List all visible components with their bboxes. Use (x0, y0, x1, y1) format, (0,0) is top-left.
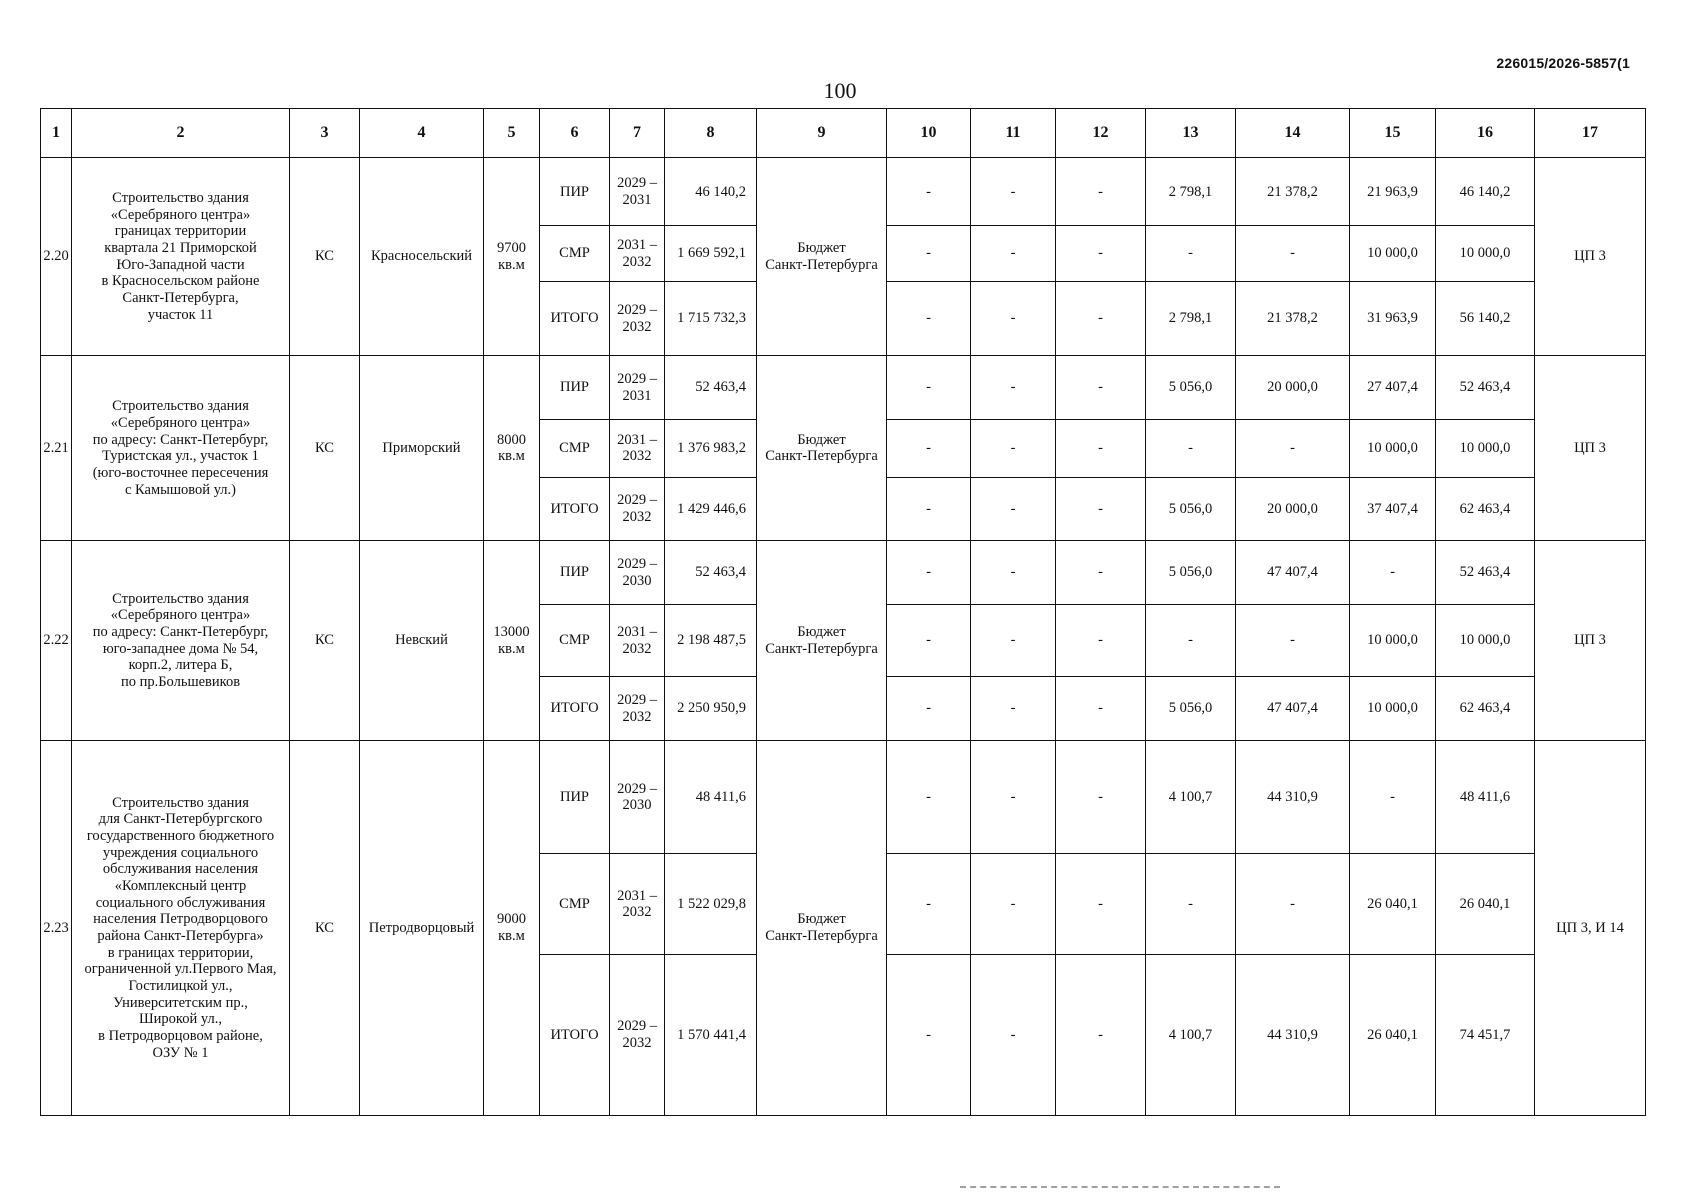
value-c15: 37 407,4 (1350, 477, 1436, 541)
years-range (610, 677, 665, 741)
value-c14: 47 407,4 (1236, 541, 1350, 605)
value-c15: 26 040,1 (1350, 854, 1436, 955)
years-range (610, 419, 665, 477)
column-header-4: 4 (360, 109, 484, 158)
value-c15: - (1350, 541, 1436, 605)
table-row (41, 356, 1646, 420)
column-header-10: 10 (887, 109, 971, 158)
text-line: района Санкт-Петербурга» (97, 928, 264, 945)
column-header-11: 11 (971, 109, 1056, 158)
text-line: 2032 (622, 640, 652, 657)
program-code: ЦП 3 (1535, 158, 1646, 356)
value-c11: - (971, 281, 1056, 355)
text-line: Юго-Западной части (116, 256, 245, 273)
value-c12: - (1056, 854, 1146, 955)
total-cost: 2 198 487,5 (665, 605, 757, 677)
value-c15: 10 000,0 (1350, 419, 1436, 477)
column-header-12: 12 (1056, 109, 1146, 158)
text-line: 2029 – (617, 780, 657, 797)
value-c13: 5 056,0 (1146, 677, 1236, 741)
years-range (610, 226, 665, 282)
table-row (41, 541, 1646, 605)
value-c10: - (887, 281, 971, 355)
value-c15: 10 000,0 (1350, 226, 1436, 282)
column-header-8: 8 (665, 109, 757, 158)
value-c11: - (971, 677, 1056, 741)
text-line: 9700 (497, 240, 526, 257)
value-c16: 52 463,4 (1436, 356, 1535, 420)
value-c15: 27 407,4 (1350, 356, 1436, 420)
item-number: 2.23 (41, 741, 72, 1116)
text-line: 2029 – (617, 492, 657, 509)
item-number: 2.20 (41, 158, 72, 356)
text-line: Санкт-Петербурга (765, 640, 878, 657)
value-c10: - (887, 741, 971, 854)
text-line: «Серебряного центра» (110, 414, 251, 431)
work-type: СМР (540, 419, 610, 477)
value-c13: 5 056,0 (1146, 477, 1236, 541)
column-header-3: 3 (290, 109, 360, 158)
value-c11: - (971, 356, 1056, 420)
text-line: населения Петродворцового (93, 911, 268, 928)
text-line: 9000 (497, 911, 526, 928)
value-c16: 52 463,4 (1436, 541, 1535, 605)
table-row (41, 158, 1646, 226)
text-line: 2029 – (617, 301, 657, 318)
value-c14: - (1236, 605, 1350, 677)
value-c16: 62 463,4 (1436, 477, 1535, 541)
column-header-5: 5 (484, 109, 540, 158)
value-c13: - (1146, 854, 1236, 955)
value-c13: - (1146, 419, 1236, 477)
text-line: ОЗУ № 1 (152, 1044, 209, 1061)
value-c12: - (1056, 741, 1146, 854)
column-header-9: 9 (757, 109, 887, 158)
text-line: участок 11 (147, 306, 214, 323)
text-line: Строительство здания (112, 398, 249, 415)
value-c14: 20 000,0 (1236, 477, 1350, 541)
work-type: ИТОГО (540, 281, 610, 355)
total-cost: 1 522 029,8 (665, 854, 757, 955)
value-c10: - (887, 419, 971, 477)
district-name: Приморский (360, 356, 484, 541)
text-line: Бюджет (797, 240, 846, 257)
value-c12: - (1056, 477, 1146, 541)
text-line: по адресу: Санкт-Петербург, (92, 624, 269, 641)
value-c16: 62 463,4 (1436, 677, 1535, 741)
program-code: ЦП 3, И 14 (1535, 741, 1646, 1116)
total-cost: 52 463,4 (665, 356, 757, 420)
value-c15: - (1350, 741, 1436, 854)
text-line: корп.2, литера Б, (128, 657, 233, 674)
work-type: СМР (540, 854, 610, 955)
text-line: 2029 – (617, 175, 657, 192)
text-line: 2032 (622, 253, 652, 270)
value-c14: 44 310,9 (1236, 955, 1350, 1116)
total-cost: 52 463,4 (665, 541, 757, 605)
text-line: Бюджет (797, 911, 846, 928)
value-c14: - (1236, 226, 1350, 282)
years-range (610, 158, 665, 226)
value-c16: 10 000,0 (1436, 605, 1535, 677)
column-header-2: 2 (72, 109, 290, 158)
work-type: СМР (540, 605, 610, 677)
text-line: 2029 – (617, 370, 657, 387)
text-line: 2030 (622, 572, 652, 589)
column-header-6: 6 (540, 109, 610, 158)
value-c14: 21 378,2 (1236, 158, 1350, 226)
value-c15: 21 963,9 (1350, 158, 1436, 226)
value-c11: - (971, 605, 1056, 677)
total-cost: 1 715 732,3 (665, 281, 757, 355)
value-c12: - (1056, 419, 1146, 477)
value-c10: - (887, 226, 971, 282)
area-value (484, 541, 540, 741)
text-line: 2031 – (617, 887, 657, 904)
program-code: ЦП 3 (1535, 541, 1646, 741)
text-line: Гостилицкой ул., (128, 978, 233, 995)
value-c14: 47 407,4 (1236, 677, 1350, 741)
text-line: 2031 – (617, 237, 657, 253)
object-description (72, 158, 290, 356)
text-line: Санкт-Петербурга (765, 256, 878, 273)
text-line: по пр.Большевиков (120, 674, 241, 691)
text-line: юго-западнее дома № 54, (102, 640, 259, 657)
text-line: 2029 – (617, 1018, 657, 1035)
value-c15: 10 000,0 (1350, 605, 1436, 677)
text-line: 2032 (622, 904, 652, 921)
object-description (72, 541, 290, 741)
text-line: 2032 (622, 508, 652, 525)
text-line: с Камышовой ул.) (125, 481, 236, 498)
value-c11: - (971, 226, 1056, 282)
value-c10: - (887, 541, 971, 605)
text-line: обслуживания населения (102, 861, 259, 878)
text-line: кв.м (498, 928, 525, 945)
text-line: 2030 (622, 797, 652, 814)
value-c13: - (1146, 605, 1236, 677)
value-c10: - (887, 955, 971, 1116)
work-type: ПИР (540, 158, 610, 226)
text-line: «Серебряного центра» (110, 206, 251, 223)
value-c10: - (887, 677, 971, 741)
years-range (610, 281, 665, 355)
total-cost: 46 140,2 (665, 158, 757, 226)
column-header-1: 1 (41, 109, 72, 158)
value-c13: 4 100,7 (1146, 955, 1236, 1116)
value-c16: 26 040,1 (1436, 854, 1535, 955)
total-cost: 1 570 441,4 (665, 955, 757, 1116)
years-range (610, 854, 665, 955)
total-cost: 1 376 983,2 (665, 419, 757, 477)
column-header-16: 16 (1436, 109, 1535, 158)
category-code: КС (290, 541, 360, 741)
text-line: учреждения социального (102, 844, 259, 861)
value-c16: 48 411,6 (1436, 741, 1535, 854)
value-c12: - (1056, 677, 1146, 741)
value-c10: - (887, 158, 971, 226)
value-c12: - (1056, 541, 1146, 605)
total-cost: 2 250 950,9 (665, 677, 757, 741)
value-c16: 10 000,0 (1436, 419, 1535, 477)
text-line: 2032 (622, 318, 652, 335)
text-line: 8000 (497, 431, 526, 448)
work-type: ПИР (540, 741, 610, 854)
years-range (610, 356, 665, 420)
text-line: (юго-восточнее пересечения (92, 464, 269, 481)
column-header-13: 13 (1146, 109, 1236, 158)
value-c11: - (971, 541, 1056, 605)
text-line: Университетским пр., (113, 994, 248, 1011)
text-line: границах территории (114, 223, 247, 240)
value-c12: - (1056, 955, 1146, 1116)
years-range (610, 605, 665, 677)
text-line: ограниченной ул.Первого Мая, (84, 961, 277, 978)
value-c12: - (1056, 281, 1146, 355)
value-c11: - (971, 741, 1056, 854)
value-c11: - (971, 854, 1056, 955)
item-number: 2.21 (41, 356, 72, 541)
value-c14: - (1236, 419, 1350, 477)
text-line: квартала 21 Приморской (104, 240, 257, 257)
program-code: ЦП 3 (1535, 356, 1646, 541)
text-line: Санкт-Петербурга, (122, 290, 239, 307)
total-cost: 1 429 446,6 (665, 477, 757, 541)
text-line: кв.м (498, 640, 525, 657)
work-type: ПИР (540, 541, 610, 605)
value-c13: 5 056,0 (1146, 541, 1236, 605)
funding-source (757, 741, 887, 1116)
text-line: Санкт-Петербурга (765, 448, 878, 465)
value-c14: 44 310,9 (1236, 741, 1350, 854)
work-type: ИТОГО (540, 477, 610, 541)
total-cost: 1 669 592,1 (665, 226, 757, 282)
work-type: ИТОГО (540, 955, 610, 1116)
value-c11: - (971, 419, 1056, 477)
value-c11: - (971, 477, 1056, 541)
value-c16: 74 451,7 (1436, 955, 1535, 1116)
text-line: «Серебряного центра» (110, 607, 251, 624)
value-c10: - (887, 854, 971, 955)
funding-source (757, 356, 887, 541)
column-header-17: 17 (1535, 109, 1646, 158)
object-description (72, 356, 290, 541)
text-line: в Петродворцовом районе, (98, 1028, 263, 1045)
text-line: 2029 – (617, 556, 657, 573)
text-line: кв.м (498, 256, 525, 273)
value-c16: 46 140,2 (1436, 158, 1535, 226)
text-line: Бюджет (797, 431, 846, 448)
text-line: по адресу: Санкт-Петербург, (92, 431, 269, 448)
text-line: Туристская ул., участок 1 (102, 448, 259, 465)
value-c11: - (971, 158, 1056, 226)
district-name: Красносельский (360, 158, 484, 356)
value-c13: 5 056,0 (1146, 356, 1236, 420)
area-value (484, 741, 540, 1116)
value-c10: - (887, 356, 971, 420)
text-line: 2032 (622, 448, 652, 465)
text-line: социального обслуживания (95, 894, 266, 911)
text-line: для Санкт-Петербургского (98, 811, 263, 828)
header-row (41, 109, 1646, 158)
district-name: Невский (360, 541, 484, 741)
table-row (41, 741, 1646, 854)
text-line: 2032 (622, 1035, 652, 1052)
text-line: 2032 (622, 708, 652, 725)
value-c12: - (1056, 605, 1146, 677)
work-type: СМР (540, 226, 610, 282)
value-c12: - (1056, 356, 1146, 420)
text-line: «Комплексный центр (114, 878, 247, 895)
value-c13: 2 798,1 (1146, 158, 1236, 226)
value-c16: 10 000,0 (1436, 226, 1535, 282)
value-c13: 2 798,1 (1146, 281, 1236, 355)
text-line: 2031 (622, 191, 652, 208)
category-code: КС (290, 741, 360, 1116)
text-line: Строительство здания (112, 794, 249, 811)
area-value (484, 356, 540, 541)
years-range (610, 955, 665, 1116)
document-number: 226015/2026-5857(1 (1496, 55, 1630, 71)
object-description (72, 741, 290, 1116)
years-range (610, 477, 665, 541)
district-name: Петродворцовый (360, 741, 484, 1116)
text-line: государственного бюджетного (86, 828, 275, 845)
value-c13: 4 100,7 (1146, 741, 1236, 854)
years-range (610, 541, 665, 605)
total-cost: 48 411,6 (665, 741, 757, 854)
text-line: в границах территории, (107, 944, 254, 961)
value-c12: - (1056, 158, 1146, 226)
value-c14: - (1236, 854, 1350, 955)
category-code: КС (290, 158, 360, 356)
text-line: Санкт-Петербурга (765, 928, 878, 945)
work-type: ПИР (540, 356, 610, 420)
value-c15: 26 040,1 (1350, 955, 1436, 1116)
value-c10: - (887, 605, 971, 677)
value-c14: 20 000,0 (1236, 356, 1350, 420)
column-header-15: 15 (1350, 109, 1436, 158)
text-line: Строительство здания (112, 590, 249, 607)
funding-source (757, 158, 887, 356)
text-line: кв.м (498, 448, 525, 465)
page-number: 100 (823, 78, 857, 103)
value-c10: - (887, 477, 971, 541)
text-line: 13000 (493, 624, 530, 641)
text-line: 2029 – (617, 692, 657, 709)
text-line: 2031 (622, 387, 652, 404)
value-c13: - (1146, 226, 1236, 282)
value-c14: 21 378,2 (1236, 281, 1350, 355)
item-number: 2.22 (41, 541, 72, 741)
value-c11: - (971, 955, 1056, 1116)
budget-table (40, 108, 1646, 1116)
value-c15: 10 000,0 (1350, 677, 1436, 741)
text-line: 2031 – (617, 624, 657, 641)
text-line: 2031 – (617, 431, 657, 448)
column-header-14: 14 (1236, 109, 1350, 158)
text-line: Строительство здания (112, 190, 249, 207)
funding-source (757, 541, 887, 741)
text-line: Бюджет (797, 624, 846, 641)
value-c16: 56 140,2 (1436, 281, 1535, 355)
text-line: в Красносельском районе (101, 273, 260, 290)
text-line: Широкой ул., (139, 1011, 222, 1028)
work-type: ИТОГО (540, 677, 610, 741)
category-code: КС (290, 356, 360, 541)
value-c15: 31 963,9 (1350, 281, 1436, 355)
years-range (610, 741, 665, 854)
value-c12: - (1056, 226, 1146, 282)
column-header-7: 7 (610, 109, 665, 158)
area-value (484, 158, 540, 356)
scan-artifact (960, 1186, 1280, 1190)
